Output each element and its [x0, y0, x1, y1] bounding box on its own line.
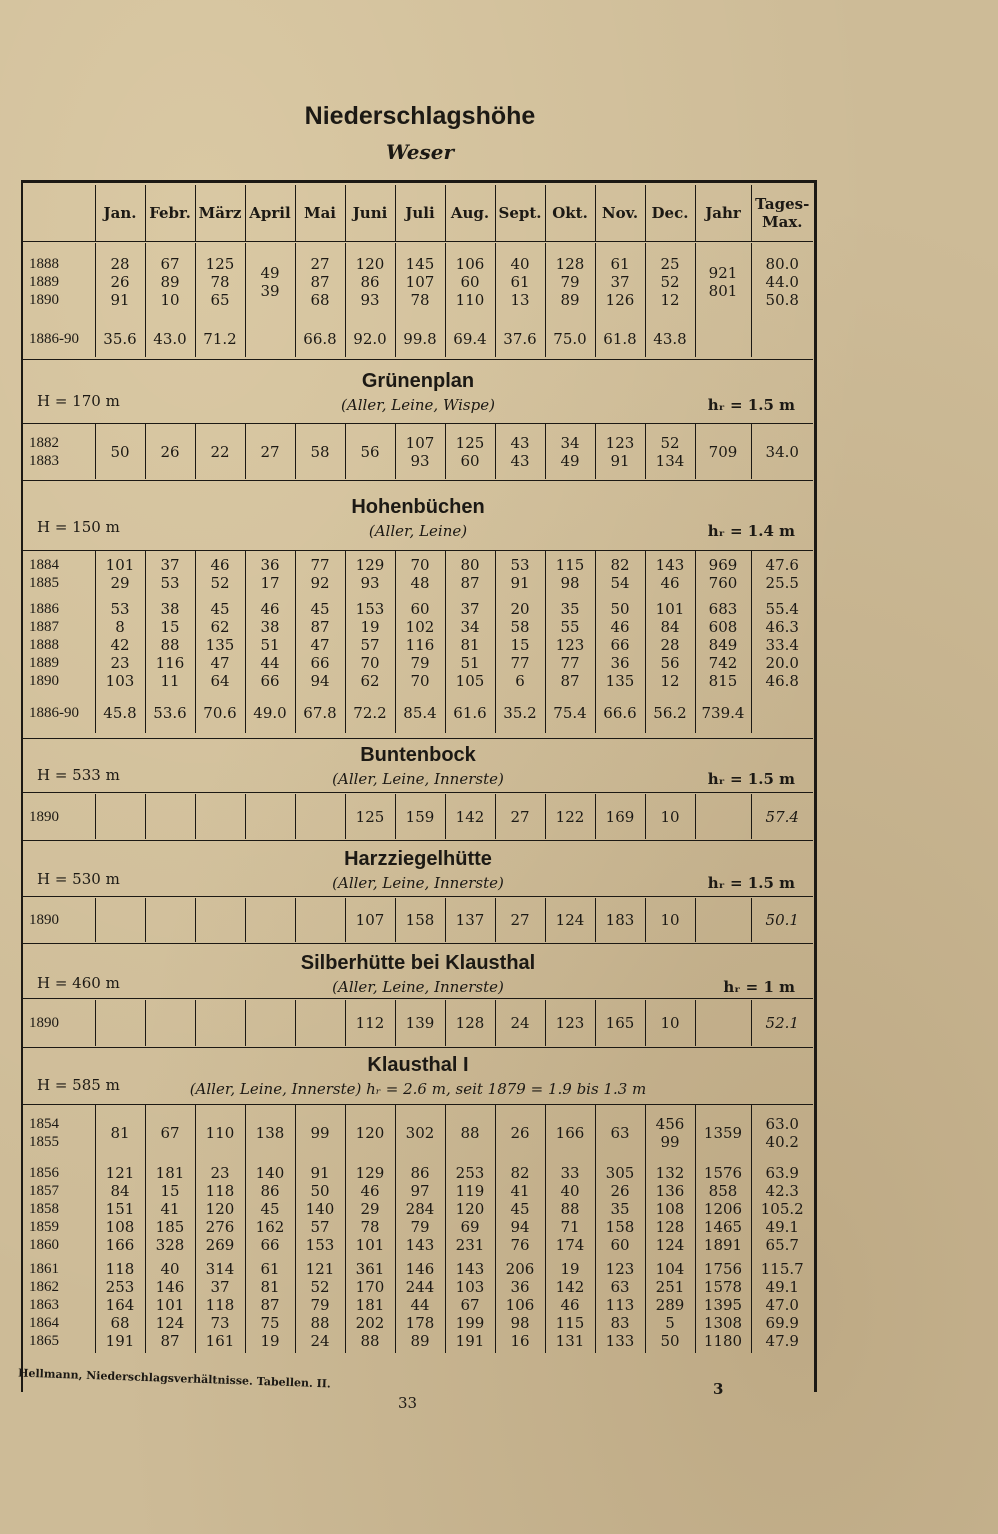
table-hohenbuechen	[23, 551, 813, 733]
value-cell	[145, 1000, 195, 1046]
value-cell: 107	[345, 898, 395, 942]
value-cell	[695, 898, 751, 942]
value-cell: 56.2	[645, 693, 695, 733]
station-height: H = 150 m	[37, 518, 120, 536]
value-cell	[95, 794, 145, 839]
value-cell: 50	[95, 424, 145, 479]
value-cell: 165	[595, 1000, 645, 1046]
page-title: Niederschlagshöhe	[304, 102, 536, 130]
value-cell: 1576 858 1206 1465 1891	[695, 1161, 751, 1257]
year-cell: 1890	[29, 1015, 59, 1031]
value-cell: 19 142 46 115 131	[545, 1257, 595, 1353]
value-cell: 314 37 118 73 161	[195, 1257, 245, 1353]
section-name: Grünenplan	[361, 370, 475, 392]
value-cell: 37.6	[495, 321, 545, 357]
value-cell: 35.2	[495, 693, 545, 733]
value-cell: 43.8	[645, 321, 695, 357]
value-cell: 302	[395, 1105, 445, 1161]
value-cell: 71.2	[195, 321, 245, 357]
section-gruenenplan-head	[23, 366, 813, 422]
value-cell: 169	[595, 794, 645, 839]
page-number: 33	[398, 1394, 418, 1412]
year-cell: 1886 1887 1888 1889 1890	[29, 601, 59, 689]
value-cell: 181 15 41 185 328	[145, 1161, 195, 1257]
section-harzziegelhuette-head	[23, 844, 813, 900]
table-harzziegelhuette	[23, 898, 813, 942]
value-cell: 115.7 49.1 47.0 69.9 47.9	[751, 1257, 813, 1353]
section-silberhuette-head	[23, 948, 813, 1004]
table-row	[23, 898, 813, 942]
value-cell	[295, 794, 345, 839]
value-cell: 101 84 28 56 12	[645, 597, 695, 693]
value-cell: 158	[395, 898, 445, 942]
value-cell: 125 60	[445, 424, 495, 479]
value-cell: 25 52 12	[645, 243, 695, 321]
value-cell: 125 78 65	[195, 243, 245, 321]
value-cell: 61.6	[445, 693, 495, 733]
value-cell: 969 760	[695, 551, 751, 597]
value-cell: 52.1	[751, 1000, 813, 1046]
section-name: Hohenbüchen	[351, 496, 485, 518]
value-cell: 77 92	[295, 551, 345, 597]
value-cell: 120	[345, 1105, 395, 1161]
value-cell	[245, 321, 295, 357]
value-cell: 72.2	[345, 693, 395, 733]
value-cell: 61 37 126	[595, 243, 645, 321]
station-height: H = 530 m	[37, 870, 120, 888]
section-name: Buntenbock	[360, 744, 476, 766]
year-cell: 1854 1855	[29, 1116, 59, 1150]
value-cell: 138	[245, 1105, 295, 1161]
value-cell: 82 41 45 94 76	[495, 1161, 545, 1257]
value-cell: 49.0	[245, 693, 295, 733]
signature-mark: 3	[713, 1380, 724, 1398]
table-silberhuette	[23, 1000, 813, 1046]
value-cell: 122	[545, 794, 595, 839]
value-cell: 34 49	[545, 424, 595, 479]
section-buntenbock-head	[23, 740, 813, 796]
value-cell: 49 39	[245, 243, 295, 321]
value-cell	[195, 1000, 245, 1046]
value-cell: 921 801	[695, 243, 751, 321]
value-cell: 146 244 44 178 89	[395, 1257, 445, 1353]
value-cell: 58	[295, 424, 345, 479]
station-height: H = 533 m	[37, 766, 120, 784]
column-header-cell: März	[195, 185, 245, 241]
value-cell: 63.0 40.2	[751, 1105, 813, 1161]
value-cell: 66.8	[295, 321, 345, 357]
value-cell: 739.4	[695, 693, 751, 733]
year-cell: 1888 1889 1890	[29, 256, 59, 308]
value-cell: 57.4	[751, 794, 813, 839]
value-cell: 20 58 15 77 6	[495, 597, 545, 693]
value-cell: 35.6	[95, 321, 145, 357]
value-cell: 63	[595, 1105, 645, 1161]
value-cell: 40 146 101 124 87	[145, 1257, 195, 1353]
value-cell: 24	[495, 1000, 545, 1046]
value-cell: 123	[545, 1000, 595, 1046]
value-cell: 67 89 10	[145, 243, 195, 321]
value-cell: 104 251 289 5 50	[645, 1257, 695, 1353]
value-cell: 23 118 120 276 269	[195, 1161, 245, 1257]
column-header-cell: Jahr	[695, 185, 751, 241]
value-cell: 53 91	[495, 551, 545, 597]
value-cell: 121 52 79 88 24	[295, 1257, 345, 1353]
value-cell: 27	[245, 424, 295, 479]
value-cell: 66.6	[595, 693, 645, 733]
value-cell: 132 136 108 128 124	[645, 1161, 695, 1257]
value-cell: 27	[495, 898, 545, 942]
value-cell: 56	[345, 424, 395, 479]
value-cell: 115 98	[545, 551, 595, 597]
value-cell: 36 17	[245, 551, 295, 597]
value-cell: 92.0	[345, 321, 395, 357]
value-cell	[245, 1000, 295, 1046]
table-row	[23, 424, 813, 479]
table-buntenbock	[23, 794, 813, 839]
value-cell: 80 87	[445, 551, 495, 597]
value-cell: 46 38 51 44 66	[245, 597, 295, 693]
value-cell: 70 48	[395, 551, 445, 597]
column-header	[23, 185, 813, 241]
value-cell	[95, 1000, 145, 1046]
value-cell: 60 102 116 79 70	[395, 597, 445, 693]
value-cell: 55.4 46.3 33.4 20.0 46.8	[751, 597, 813, 693]
value-cell: 45 87 47 66 94	[295, 597, 345, 693]
value-cell	[245, 898, 295, 942]
year-cell: 1886-90	[29, 705, 79, 721]
section-divider	[23, 1047, 813, 1048]
column-header-cell: Mai	[295, 185, 345, 241]
value-cell: 50.1	[751, 898, 813, 942]
value-cell: 142	[445, 794, 495, 839]
value-cell: 128	[445, 1000, 495, 1046]
gauge-height: hᵣ = 1 m	[723, 978, 795, 996]
value-cell: 38 15 88 116 11	[145, 597, 195, 693]
table-klausthal	[23, 1105, 813, 1353]
value-cell: 10	[645, 1000, 695, 1046]
value-cell: 27	[495, 794, 545, 839]
table-row	[23, 321, 813, 357]
value-cell: 50 46 66 36 135	[595, 597, 645, 693]
column-header-cell: April	[245, 185, 295, 241]
value-cell: 43.0	[145, 321, 195, 357]
section-basin: (Aller, Leine, Innerste)	[332, 978, 504, 996]
value-cell: 63.9 42.3 105.2 49.1 65.7	[751, 1161, 813, 1257]
value-cell: 361 170 181 202 88	[345, 1257, 395, 1353]
section-name: Harzziegelhütte	[344, 848, 492, 870]
value-cell: 10	[645, 794, 695, 839]
value-cell: 106 60 110	[445, 243, 495, 321]
section-klausthal-head	[23, 1050, 813, 1106]
table-row	[23, 551, 813, 597]
value-cell: 37 34 81 51 105	[445, 597, 495, 693]
value-cell: 145 107 78	[395, 243, 445, 321]
station-height: H = 585 m	[37, 1076, 120, 1094]
gauge-height: hᵣ = 1.4 m	[707, 522, 795, 540]
table-row	[23, 1105, 813, 1161]
value-cell: 143 46	[645, 551, 695, 597]
value-cell: 137	[445, 898, 495, 942]
column-header-cell: Dec.	[645, 185, 695, 241]
value-cell: 53 8 42 23 103	[95, 597, 145, 693]
column-header-cell	[23, 185, 95, 241]
section-divider	[23, 359, 813, 360]
value-cell: 305 26 35 158 60	[595, 1161, 645, 1257]
section-name: Silberhütte bei Klausthal	[300, 952, 536, 974]
value-cell	[145, 898, 195, 942]
value-cell	[751, 693, 813, 733]
column-header-cell: Aug.	[445, 185, 495, 241]
year-cell: 1856 1857 1858 1859 1860	[29, 1165, 59, 1253]
value-cell: 709	[695, 424, 751, 479]
year-cell: 1890	[29, 808, 59, 825]
value-cell: 67.8	[295, 693, 345, 733]
gauge-height: hᵣ = 1.5 m	[707, 770, 795, 788]
value-cell: 107 93	[395, 424, 445, 479]
value-cell: 88	[445, 1105, 495, 1161]
column-header-cell: Sept.	[495, 185, 545, 241]
value-cell: 456 99	[645, 1105, 695, 1161]
value-cell: 183	[595, 898, 645, 942]
value-cell: 37 53	[145, 551, 195, 597]
value-cell: 53.6	[145, 693, 195, 733]
value-cell: 99.8	[395, 321, 445, 357]
value-cell: 26	[145, 424, 195, 479]
value-cell	[695, 321, 751, 357]
table-row	[23, 693, 813, 733]
gauge-height: hᵣ = 1.5 m	[707, 874, 795, 892]
value-cell: 99	[295, 1105, 345, 1161]
year-cell: 1882 1883	[29, 434, 59, 469]
value-cell	[751, 321, 813, 357]
table-row	[23, 1257, 813, 1353]
value-cell: 206 36 106 98 16	[495, 1257, 545, 1353]
table-row	[23, 794, 813, 839]
table-row	[23, 1000, 813, 1046]
value-cell: 80.0 44.0 50.8	[751, 243, 813, 321]
value-cell: 139	[395, 1000, 445, 1046]
value-cell: 45.8	[95, 693, 145, 733]
year-cell: 1861 1862 1863 1864 1865	[29, 1261, 59, 1349]
value-cell: 82 54	[595, 551, 645, 597]
column-header-cell: Nov.	[595, 185, 645, 241]
value-cell: 61.8	[595, 321, 645, 357]
value-cell: 22	[195, 424, 245, 479]
section-divider	[23, 480, 813, 481]
value-cell: 10	[645, 898, 695, 942]
section-divider	[23, 998, 813, 999]
value-cell: 67	[145, 1105, 195, 1161]
table-gruenenplan	[23, 424, 813, 479]
value-cell: 128 79 89	[545, 243, 595, 321]
section-divider	[23, 896, 813, 897]
year-cell: 1890	[29, 912, 59, 928]
table-row	[23, 597, 813, 693]
value-cell	[145, 794, 195, 839]
year-cell: 1886-90	[29, 331, 79, 347]
value-cell: 143 103 67 199 191	[445, 1257, 495, 1353]
value-cell	[295, 898, 345, 942]
value-cell	[95, 898, 145, 942]
value-cell: 85.4	[395, 693, 445, 733]
value-cell: 45 62 135 47 64	[195, 597, 245, 693]
value-cell	[245, 794, 295, 839]
value-cell: 91 50 140 57 153	[295, 1161, 345, 1257]
value-cell	[695, 1000, 751, 1046]
value-cell: 40 61 13	[495, 243, 545, 321]
value-cell: 47.6 25.5	[751, 551, 813, 597]
value-cell: 118 253 164 68 191	[95, 1257, 145, 1353]
value-cell: 27 87 68	[295, 243, 345, 321]
section-divider	[23, 738, 813, 739]
section-divider	[23, 792, 813, 793]
value-cell: 75.4	[545, 693, 595, 733]
table-weser-top	[23, 243, 813, 357]
value-cell: 70.6	[195, 693, 245, 733]
column-header-cell: Febr.	[145, 185, 195, 241]
value-cell	[295, 1000, 345, 1046]
year-cell: 1884 1885	[29, 557, 59, 591]
column-header-cell: Tages-Max.	[751, 185, 813, 241]
section-hohenbuechen-head	[23, 492, 813, 548]
value-cell: 124	[545, 898, 595, 942]
value-cell: 101 29	[95, 551, 145, 597]
value-cell: 81	[95, 1105, 145, 1161]
value-cell: 129 46 29 78 101	[345, 1161, 395, 1257]
section-divider	[23, 840, 813, 841]
value-cell: 35 55 123 77 87	[545, 597, 595, 693]
value-cell: 52 134	[645, 424, 695, 479]
value-cell: 75.0	[545, 321, 595, 357]
value-cell: 129 93	[345, 551, 395, 597]
footer-citation: Hellmann, Niederschlagsverhältnisse. Tabellen. II.	[17, 1366, 331, 1391]
value-cell	[695, 794, 751, 839]
value-cell: 140 86 45 162 66	[245, 1161, 295, 1257]
value-cell: 61 81 87 75 19	[245, 1257, 295, 1353]
section-basin: (Aller, Leine, Innerste)	[332, 770, 504, 788]
table-row	[23, 243, 813, 321]
station-height: H = 460 m	[37, 974, 120, 992]
value-cell: 34.0	[751, 424, 813, 479]
value-cell: 166	[545, 1105, 595, 1161]
value-cell: 153 19 57 70 62	[345, 597, 395, 693]
column-header-cell: Juli	[395, 185, 445, 241]
value-cell: 253 119 120 69 231	[445, 1161, 495, 1257]
value-cell: 110	[195, 1105, 245, 1161]
section-divider	[23, 943, 813, 944]
column-header-cell: Juni	[345, 185, 395, 241]
header-divider	[23, 241, 813, 242]
section-basin: (Aller, Leine, Innerste) hᵣ = 2.6 m, seit 1879 = 1.9 bis 1.3 m	[189, 1080, 647, 1098]
value-cell: 159	[395, 794, 445, 839]
value-cell: 1756 1578 1395 1308 1180	[695, 1257, 751, 1353]
column-header-cell: Okt.	[545, 185, 595, 241]
value-cell: 26	[495, 1105, 545, 1161]
value-cell: 112	[345, 1000, 395, 1046]
value-cell: 33 40 88 71 174	[545, 1161, 595, 1257]
page-subtitle: Weser	[385, 140, 455, 164]
column-header-cell: Jan.	[95, 185, 145, 241]
value-cell: 43 43	[495, 424, 545, 479]
value-cell: 120 86 93	[345, 243, 395, 321]
section-basin: (Aller, Leine)	[368, 522, 468, 540]
value-cell: 86 97 284 79 143	[395, 1161, 445, 1257]
value-cell: 123 91	[595, 424, 645, 479]
value-cell: 123 63 113 83 133	[595, 1257, 645, 1353]
value-cell	[195, 898, 245, 942]
section-basin: (Aller, Leine, Wispe)	[341, 396, 495, 414]
section-basin: (Aller, Leine, Innerste)	[332, 874, 504, 892]
value-cell: 1359	[695, 1105, 751, 1161]
value-cell: 125	[345, 794, 395, 839]
value-cell: 28 26 91	[95, 243, 145, 321]
value-cell: 121 84 151 108 166	[95, 1161, 145, 1257]
table-row	[23, 1161, 813, 1257]
gauge-height: hᵣ = 1.5 m	[707, 396, 795, 414]
value-cell: 69.4	[445, 321, 495, 357]
station-height: H = 170 m	[37, 392, 120, 410]
value-cell	[195, 794, 245, 839]
value-cell: 46 52	[195, 551, 245, 597]
value-cell: 683 608 849 742 815	[695, 597, 751, 693]
section-name: Klausthal I	[367, 1054, 469, 1076]
